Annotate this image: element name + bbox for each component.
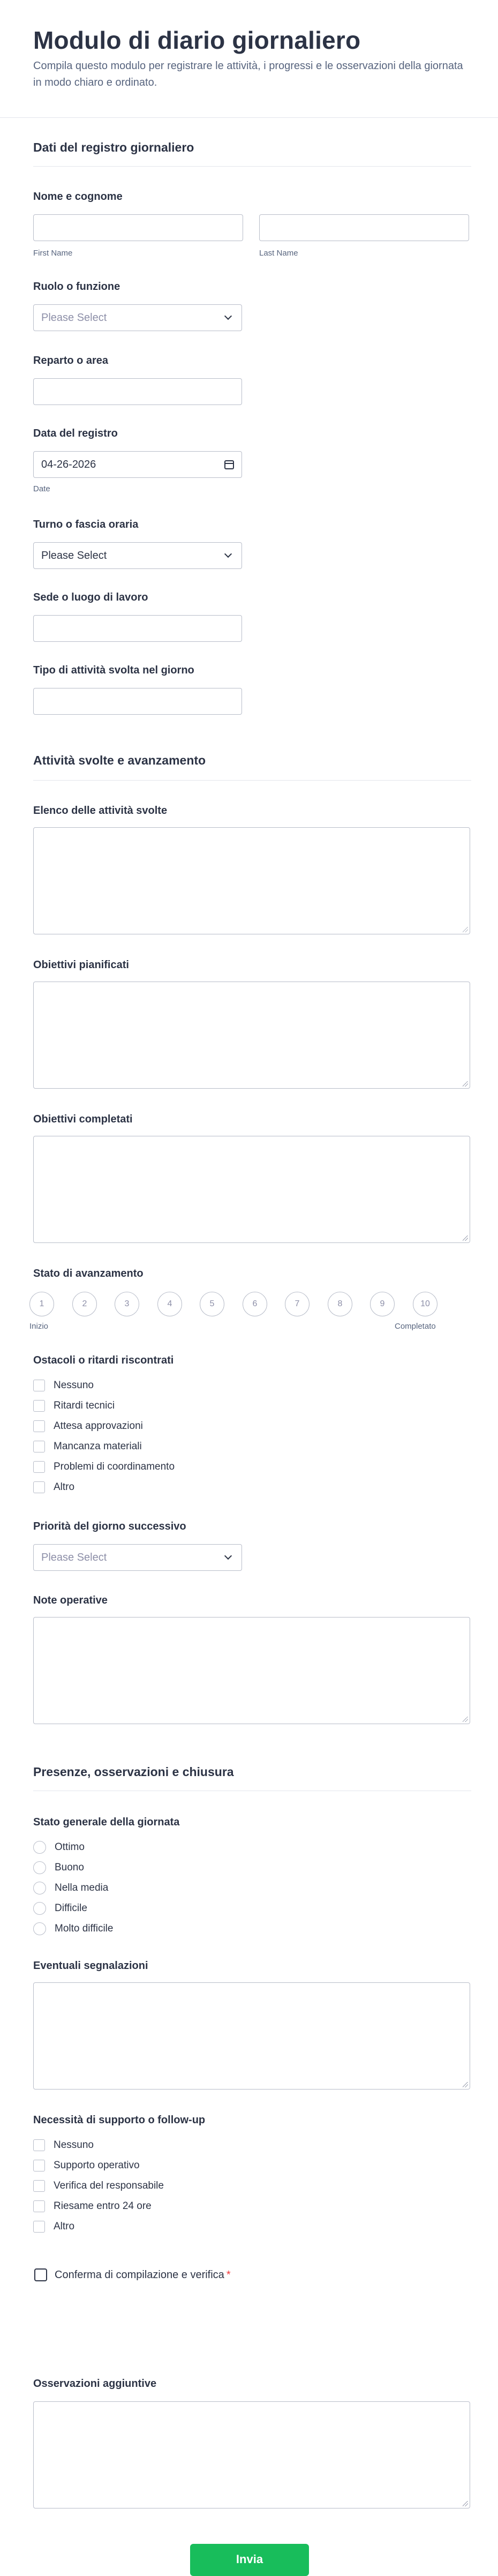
radio[interactable] (33, 1861, 46, 1874)
section-title-attivita: Attività svolte e avanzamento (33, 753, 206, 767)
calendar-icon[interactable] (224, 460, 234, 469)
section-divider (33, 780, 471, 781)
scale-option-9[interactable]: 9 (370, 1292, 395, 1316)
activities-label: Elenco delle attività svolte (33, 805, 168, 817)
progress-label: Stato di avanzamento (33, 1268, 144, 1279)
day-status-option[interactable]: Ottimo (33, 1840, 85, 1855)
obstacles-label: Ostacoli o ritardi riscontrati (33, 1354, 174, 1366)
last-name-input[interactable] (259, 214, 469, 241)
submit-button[interactable]: Invia (190, 2544, 309, 2576)
shift-select-value: Please Select (41, 549, 107, 561)
support-label: Necessità di supporto o follow-up (33, 2114, 206, 2126)
scale-option-10[interactable]: 10 (413, 1292, 437, 1316)
shift-select[interactable] (33, 542, 242, 569)
section-divider (33, 166, 471, 167)
checkbox[interactable] (33, 1400, 45, 1412)
site-label: Sede o luogo di lavoro (33, 591, 148, 603)
name-label: Nome e cognome (33, 191, 123, 203)
chevron-down-icon (224, 312, 232, 320)
priority-select-placeholder: Please Select (41, 1551, 107, 1563)
radio[interactable] (33, 1922, 46, 1935)
department-input[interactable] (33, 378, 242, 405)
radio[interactable] (33, 1902, 46, 1915)
activity-type-input[interactable] (33, 688, 242, 715)
resize-handle-icon[interactable] (463, 2501, 468, 2506)
obstacle-option[interactable]: Nessuno (33, 1378, 94, 1393)
section-title-registro: Dati del registro giornaliero (33, 140, 194, 154)
chevron-down-icon (224, 550, 232, 558)
checkbox[interactable] (33, 2160, 45, 2171)
first-name-input[interactable] (33, 214, 243, 241)
day-status-option[interactable]: Buono (33, 1860, 84, 1875)
support-option[interactable]: Nessuno (33, 2138, 94, 2153)
date-label: Data del registro (33, 428, 118, 439)
site-input[interactable] (33, 615, 242, 642)
role-select[interactable] (33, 304, 242, 331)
checkbox[interactable] (33, 1461, 45, 1473)
date-sublabel: Date (33, 484, 50, 493)
form-title: Modulo di diario giornaliero (33, 26, 361, 54)
scale-option-6[interactable]: 6 (243, 1292, 267, 1316)
checkbox[interactable] (33, 1380, 45, 1391)
chevron-down-icon (224, 1552, 232, 1560)
reports-textarea[interactable] (33, 1982, 470, 2090)
reports-label: Eventuali segnalazioni (33, 1960, 148, 1972)
scale-option-7[interactable]: 7 (285, 1292, 310, 1316)
scale-option-1[interactable]: 1 (29, 1292, 54, 1316)
obstacle-option[interactable]: Mancanza materiali (33, 1439, 142, 1454)
scale-max-label: Completato (395, 1322, 436, 1331)
day-status-option[interactable]: Nella media (33, 1881, 108, 1896)
resize-handle-icon[interactable] (463, 1081, 468, 1087)
last-name-sublabel: Last Name (259, 249, 298, 258)
role-select-placeholder: Please Select (41, 311, 107, 324)
obstacle-option[interactable]: Ritardi tecnici (33, 1398, 115, 1413)
extra-textarea[interactable] (33, 2401, 470, 2508)
confirm-label: Conferma di compilazione e verifica (55, 2268, 224, 2281)
checkbox[interactable] (33, 1481, 45, 1493)
completed-label: Obiettivi completati (33, 1113, 133, 1125)
extra-label: Osservazioni aggiuntive (33, 2378, 157, 2390)
notes-label: Note operative (33, 1594, 108, 1606)
support-option[interactable]: Altro (33, 2219, 74, 2234)
department-label: Reparto o area (33, 355, 109, 366)
date-value: 04-26-2026 (41, 458, 96, 470)
checkbox[interactable] (33, 2139, 45, 2151)
planned-label: Obiettivi pianificati (33, 959, 129, 971)
activity-type-label: Tipo di attività svolta nel giorno (33, 664, 194, 676)
radio[interactable] (33, 1882, 46, 1894)
date-input[interactable] (33, 451, 242, 478)
scale-option-5[interactable]: 5 (200, 1292, 224, 1316)
day-status-label: Stato generale della giornata (33, 1816, 180, 1828)
priority-label: Priorità del giorno successivo (33, 1521, 186, 1532)
radio[interactable] (33, 1841, 46, 1854)
shift-label: Turno o fascia oraria (33, 519, 139, 530)
resize-handle-icon[interactable] (463, 1717, 468, 1722)
checkbox[interactable] (33, 2200, 45, 2212)
resize-handle-icon[interactable] (463, 2082, 468, 2087)
checkbox[interactable] (33, 2221, 45, 2233)
day-status-option[interactable]: Difficile (33, 1901, 87, 1916)
checkbox[interactable] (33, 2180, 45, 2192)
resize-handle-icon[interactable] (463, 1235, 468, 1241)
checkbox[interactable] (33, 1441, 45, 1452)
role-label: Ruolo o funzione (33, 281, 120, 293)
form-description: Compila questo modulo per registrare le attività, i progressi e le osservazioni della giornata in modo chiaro e ordinato. (33, 60, 463, 88)
checkbox[interactable] (33, 1420, 45, 1432)
activities-textarea[interactable] (33, 827, 470, 934)
scale-option-4[interactable]: 4 (157, 1292, 182, 1316)
confirm-checkbox[interactable] (34, 2268, 47, 2281)
obstacle-option[interactable]: Problemi di coordinamento (33, 1459, 175, 1474)
section-title-presenze: Presenze, osservazioni e chiusura (33, 1765, 234, 1779)
resize-handle-icon[interactable] (463, 927, 468, 932)
first-name-sublabel: First Name (33, 249, 73, 258)
form-header (0, 0, 498, 118)
support-option[interactable]: Supporto operativo (33, 2158, 140, 2173)
completed-textarea[interactable] (33, 1136, 470, 1243)
scale-option-2[interactable]: 2 (72, 1292, 97, 1316)
notes-textarea[interactable] (33, 1617, 470, 1724)
confirm-checkbox-row[interactable] (34, 2267, 231, 2282)
day-status-option[interactable]: Molto difficile (33, 1921, 113, 1936)
priority-select[interactable] (33, 1544, 242, 1571)
scale-option-8[interactable]: 8 (328, 1292, 352, 1316)
planned-textarea[interactable] (33, 982, 470, 1089)
obstacle-option[interactable]: Altro (33, 1480, 74, 1495)
support-option[interactable]: Verifica del responsabile (33, 2178, 164, 2193)
support-option[interactable]: Riesame entro 24 ore (33, 2199, 152, 2214)
required-mark: * (226, 2268, 231, 2281)
scale-option-3[interactable]: 3 (115, 1292, 139, 1316)
obstacle-option[interactable]: Attesa approvazioni (33, 1419, 143, 1434)
scale-min-label: Inizio (29, 1322, 49, 1331)
